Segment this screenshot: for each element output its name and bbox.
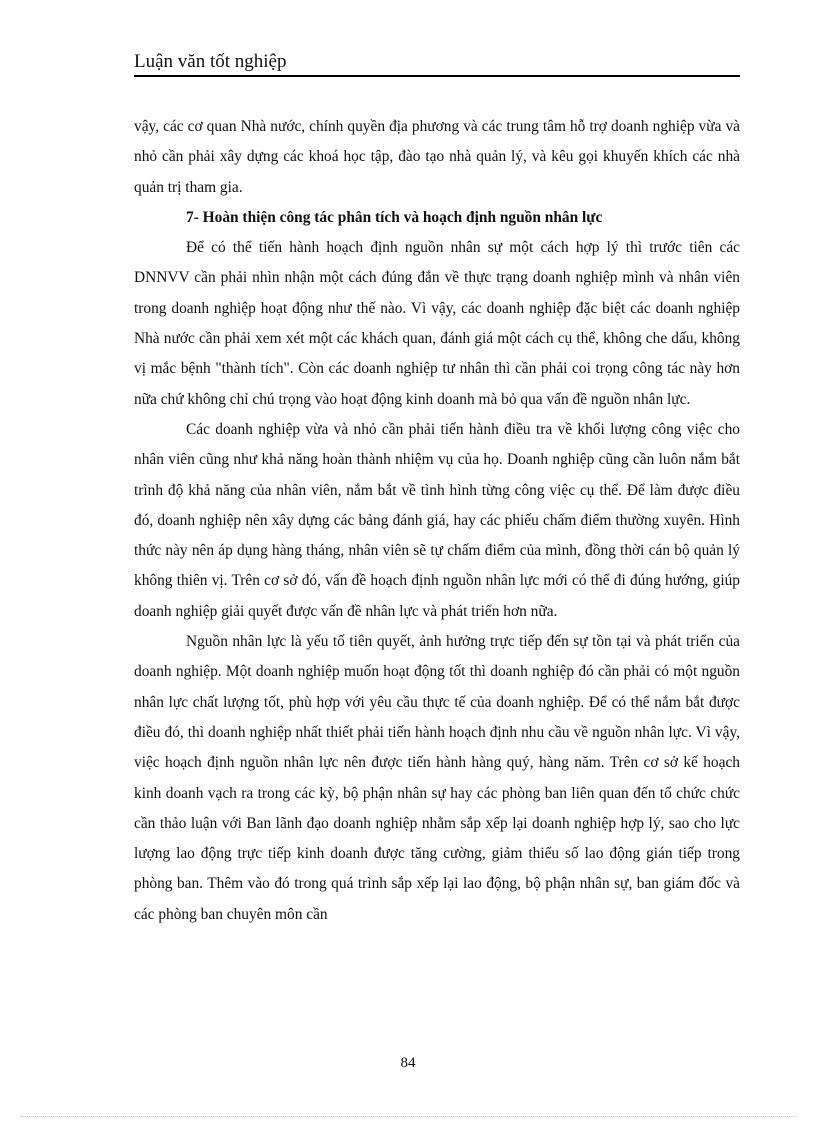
running-header: Luận văn tốt nghiệp (134, 50, 740, 77)
section-heading: 7- Hoàn thiện công tác phân tích và hoạch định nguồn nhân lực (186, 208, 603, 226)
page-body (134, 112, 740, 930)
paragraph-workload: Các doanh nghiệp vừa và nhỏ cần phải tiến hành điều tra về khối lượng công việc cho nhân viên cũng như khả năng hoàn thành nhiệm vụ của họ. Doanh nghiệp cũng cần luôn nắm bắt trình độ khả năng của nhân viên, nắm bắt về tình hình từng công việc cụ thể. Để làm được điều đó, doanh nghiệp nên xây dựng các bảng đánh giá, hay các phiếu chấm điểm thường xuyên. Hình thức này nên áp dụng hàng tháng, nhân viên sẽ tự chấm điểm của mình, đồng thời cán bộ quản lý không thiên vị. Trên cơ sở đó, vấn đề hoạch định nguồn nhân lực mới có thể đi đúng hướng, giúp doanh nghiệp giải quyết được vấn đề nhân lực và phát triển hơn nữa. (134, 420, 740, 620)
paragraph-continuation: vậy, các cơ quan Nhà nước, chính quyền địa phương và các trung tâm hỗ trợ doanh nghiệp vừa và nhỏ cần phải xây dựng các khoá học tập, đào tạo nhà quản lý, và kêu gọi khuyến khích các nhà quản trị tham gia. (134, 118, 740, 196)
paragraph-human-resources: Nguồn nhân lực là yếu tố tiên quyết, ảnh hưởng trực tiếp đến sự tồn tại và phát triển của doanh nghiệp. Một doanh nghiệp muốn hoạt động tốt thì doanh nghiệp đó cần phải có một nguồn nhân lực chất lượng tốt, phù hợp với yêu cầu thực tế của doanh nghiệp. Để có thể nắm bắt được điều đó, thì doanh nghiệp nhất thiết phải tiến hành hoạch định nhu cầu về nguồn nhân lực. Vì vậy, việc hoạch định nguồn nhân lực nên được tiến hành hàng quý, hàng năm. Trên cơ sở kế hoạch kinh doanh vạch ra trong các kỳ, bộ phận nhân sự hay các phòng ban liên quan đến tổ chức chức cần thảo luận với Ban lãnh đạo doanh nghiệp nhằm sắp xếp lại doanh nghiệp hợp lý, sao cho lực lượng lao động trực tiếp kinh doanh được tăng cường, giảm thiểu số lao động gián tiếp trong phòng ban. Thêm vào đó trong quá trình sắp xếp lại lao động, bộ phận nhân sự, ban giám đốc và các phòng ban chuyên môn cần (134, 633, 740, 923)
page-number: 84 (400, 1055, 416, 1071)
paragraph-planning: Để có thể tiến hành hoạch định nguồn nhân sự một cách hợp lý thì trước tiên các DNNVV cần phải nhìn nhận một cách đúng đắn về thực trạng doanh nghiệp mình và nhân viên trong doanh nghiệp hoạt động như thế nào. Vì vậy, các doanh nghiệp đặc biệt các doanh nghiệp Nhà nước cần phải xem xét một các khách quan, đánh giá một cách cụ thể, không che dấu, không vị mắc bệnh "thành tích". Còn các doanh nghiệp tư nhân thì cần phải coi trọng công tác này hơn nữa chứ không chỉ chú trọng vào hoạt động kinh doanh mà bỏ qua vấn đề nguồn nhân lực. (134, 239, 740, 408)
page-bottom-divider (20, 1116, 796, 1117)
